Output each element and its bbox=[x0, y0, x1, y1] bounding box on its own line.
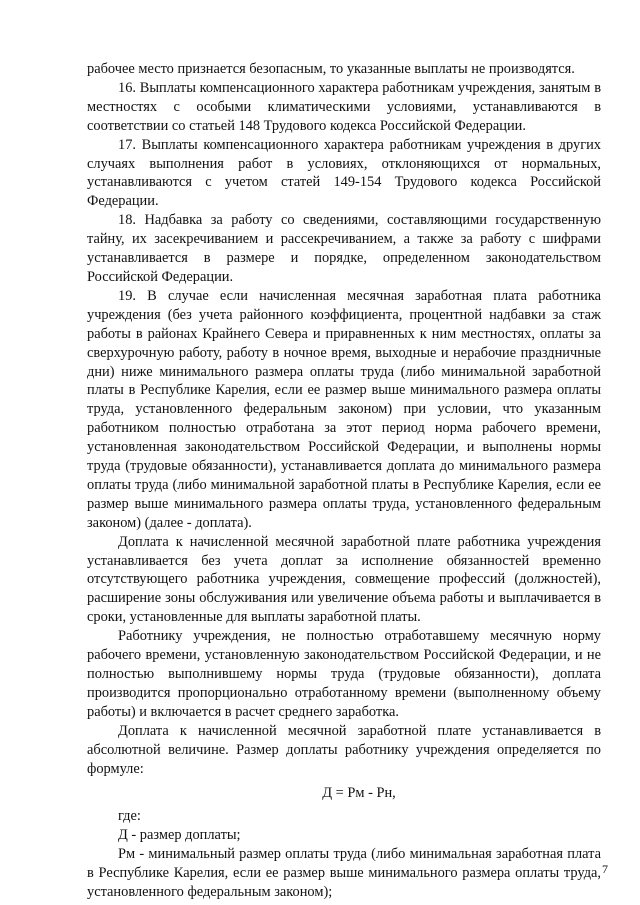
where-label: где: bbox=[118, 808, 141, 825]
paragraph-surcharge-basis: Доплата к начисленной месячной заработной плате работника учреждения устанавливается без учета доплат за исполнение обязанностей временно отсутствующего работника учреждения, совмещение профессий (должностей), расширение зоны обслуживания или увеличение объема работы и выплачивается в сроки, установленные для выплаты заработной платы. bbox=[87, 533, 601, 626]
definition-rm: Рм - минимальный размер оплаты труда (либо минимальная заработная плата в Республике Карелия, если ее размер выше минимального размера оплаты труда, установленного федеральным законом); bbox=[87, 846, 601, 900]
definition-d: Д - размер доплаты; bbox=[118, 827, 241, 844]
paragraph-continuation: рабочее место признается безопасным, то указанные выплаты не производятся. bbox=[87, 61, 575, 77]
paragraph-19: 19. В случае если начисленная месячная заработная плата работника учреждения (без учета районного коэффициента, процентной надбавки за стаж работы в районах Крайнего Севера и приравненных к ним местностях, оплаты за сверхурочную работу, работу в ночное время, выходные и нерабочие праздничные дни) ниже минимального размера оплаты труда (либо минимальной заработной платы в Республике Карелия, если ее размер выше минимального размера оплаты труда, установленного федеральным законом) при условии, что указанным работником полностью отработана за этот период норма рабочего времени, установленная законодательством Российской Федерации, и выполнены нормы труда (трудовые обязанности), устанавливается доплата до минимального размера оплаты труда (либо минимальной заработной платы в Республике Карелия, если ее размер выше минимального размера оплаты труда, установленного федеральным законом) (далее - доплата). bbox=[87, 287, 601, 531]
paragraph-16: 16. Выплаты компенсационного характера работникам учреждения, занятым в местностях с особыми климатическими условиями, устанавливаются в соответствии со статьей 148 Трудового кодекса Российской Федерации. bbox=[87, 79, 601, 134]
paragraph-formula-intro: Доплата к начисленной месячной заработной плате устанавливается в абсолютной величине. Размер доплаты работнику учреждения определяется по формуле: bbox=[87, 722, 601, 777]
paragraph-partial-time: Работнику учреждения, не полностью отработавшему месячную норму рабочего времени, установленную законодательством Российской Федерации, и не полностью выполнившему нормы труда (трудовые обязанности), доплата производится пропорционально отработанному времени (выполненному объему работы) и включается в расчет среднего заработка. bbox=[87, 628, 601, 720]
paragraph-18: 18. Надбавка за работу со сведениями, составляющими государственную тайну, их засекречиванием и рассекречиванием, а также за работу с шифрами устанавливается в размере и порядке, определенном законодательством Российской Федерации. bbox=[87, 212, 601, 285]
paragraph-17: 17. Выплаты компенсационного характера работникам учреждения в других случаях выполнения работ в условиях, отклоняющихся от нормальных, устанавливаются с учетом статей 149-154 Трудового кодекса Российской Федерации. bbox=[87, 136, 601, 210]
document-page bbox=[87, 60, 601, 902]
formula: Д = Рм - Рн, bbox=[322, 785, 396, 802]
page-number: 7 bbox=[602, 862, 608, 876]
